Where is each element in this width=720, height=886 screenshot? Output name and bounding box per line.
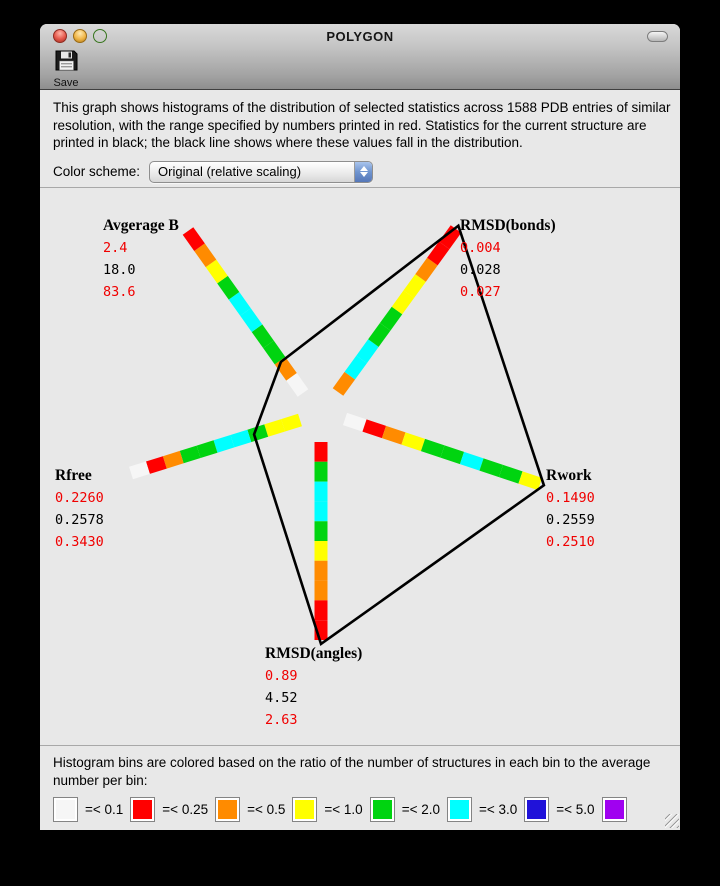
- rwork-bin-3: [404, 439, 424, 446]
- rmsd_bonds-current-value: 0.028: [460, 262, 501, 278]
- rwork-bin-4: [423, 445, 443, 452]
- legend-bin-green: [370, 797, 440, 822]
- legend-bin-threshold: =< 0.25: [162, 802, 209, 817]
- rwork-bin-0: [345, 419, 365, 426]
- rfree-bin-1: [266, 425, 283, 430]
- description-text: This graph shows histograms of the distribution of selected statistics across 1588 PDB entries of similar resolution, with the range specified by numbers printed in red. Statistics for the current structure are printed in black; the black line shows where these values fall in the distribution.: [53, 100, 671, 150]
- up-arrow-icon: [360, 166, 368, 171]
- rwork-title: Rwork: [546, 467, 592, 484]
- legend-swatch-purple: [602, 797, 627, 822]
- legend-bin-white: [53, 797, 123, 822]
- resize-grip[interactable]: [665, 814, 679, 828]
- rfree-bin-7: [165, 457, 182, 462]
- rwork-bin-9: [521, 478, 541, 485]
- legend-swatch-color: [450, 800, 469, 819]
- axis-block-rfree: [55, 466, 104, 553]
- histogram-bar-rmsd_bonds: [338, 229, 456, 392]
- avg_b-bin-4: [246, 312, 258, 328]
- legend-bin-threshold: =< 5.0: [556, 802, 595, 817]
- dropdown-stepper-icon: [354, 162, 372, 182]
- legend-swatch-color: [373, 800, 392, 819]
- legend-swatch-color: [527, 800, 546, 819]
- histogram-bar-rfree: [131, 420, 300, 473]
- rmsd_bonds-bin-8: [432, 245, 444, 261]
- rmsd_bonds-title: RMSD(bonds): [460, 217, 556, 234]
- rmsd_angles-current-value: 4.52: [265, 690, 298, 706]
- avg_b-title: Avgerage B: [103, 217, 179, 234]
- rmsd_bonds-bin-0: [338, 376, 350, 392]
- avg_b-bin-8: [200, 247, 212, 263]
- rmsd_angles-min-value: 0.89: [265, 668, 298, 684]
- window-header: [40, 24, 680, 90]
- legend-bin-threshold: =< 1.0: [324, 802, 363, 817]
- color-scheme-selected-value: Original (relative scaling): [158, 164, 302, 179]
- legend-bin-blue: [524, 797, 594, 822]
- legend-swatch-color: [295, 800, 314, 819]
- rfree-current-value: 0.2578: [55, 512, 104, 528]
- rfree-max-value: 0.3430: [55, 534, 104, 550]
- rmsd_bonds-max-value: 0.027: [460, 284, 501, 300]
- color-scheme-row: [53, 161, 667, 183]
- legend-swatch-blue: [524, 797, 549, 822]
- save-button-label: Save: [53, 77, 79, 89]
- rmsd_bonds-min-value: 0.004: [460, 240, 501, 256]
- rmsd_bonds-bin-1: [350, 359, 362, 375]
- avg_b-bin-3: [257, 328, 269, 344]
- legend-swatch-color: [56, 800, 75, 819]
- rwork-bin-5: [443, 452, 463, 459]
- avg_b-max-value: 83.6: [103, 284, 136, 300]
- legend-bin-red: [130, 797, 208, 822]
- rmsd_angles-title: RMSD(angles): [265, 645, 363, 662]
- avg_b-bin-6: [223, 280, 235, 296]
- legend-swatch-yellow: [292, 797, 317, 822]
- legend-bin-threshold: =< 3.0: [478, 802, 518, 817]
- rmsd_bonds-bin-4: [385, 311, 397, 327]
- legend-bins-row: [53, 797, 667, 822]
- legend-bin-yellow: [292, 797, 362, 822]
- avg_b-bin-5: [234, 296, 246, 312]
- legend-bin-orange: [215, 797, 285, 822]
- legend-bin-threshold: =< 0.5: [247, 802, 286, 817]
- rfree-bin-0: [283, 420, 300, 425]
- rmsd_angles-max-value: 2.63: [265, 712, 298, 728]
- rfree-min-value: 0.2260: [55, 490, 104, 506]
- legend-description: Histogram bins are colored based on the ratio of the number of structures in each bin to the average number per bin:: [53, 755, 651, 788]
- legend-bin-threshold: =< 2.0: [401, 802, 440, 817]
- rmsd_bonds-bin-5: [397, 294, 409, 310]
- avg_b-min-value: 2.4: [103, 240, 128, 256]
- color-scheme-dropdown[interactable]: [149, 161, 373, 183]
- rwork-bin-8: [501, 471, 521, 478]
- legend-swatch-color: [133, 800, 152, 819]
- rmsd_bonds-bin-2: [362, 343, 374, 359]
- legend-swatch-color: [605, 800, 624, 819]
- legend-bin-purple: [602, 797, 627, 822]
- legend-swatch-green: [370, 797, 395, 822]
- rfree-bin-9: [131, 468, 148, 473]
- rmsd_bonds-bin-6: [409, 278, 421, 294]
- rwork-current-value: 0.2559: [546, 512, 595, 528]
- avg_b-current-value: 18.0: [103, 262, 136, 278]
- legend-swatch-cyan: [447, 797, 472, 822]
- rmsd_bonds-bin-3: [373, 327, 385, 343]
- save-button[interactable]: [48, 50, 84, 89]
- rfree-bin-8: [148, 462, 165, 467]
- down-arrow-icon: [360, 172, 368, 177]
- axis-block-rmsd_angles: [265, 644, 362, 731]
- legend-swatch-orange: [215, 797, 240, 822]
- color-scheme-label: Color scheme:: [53, 164, 141, 179]
- avg_b-bin-7: [211, 263, 223, 279]
- avg_b-bin-2: [269, 344, 281, 360]
- rwork-bin-2: [384, 432, 404, 439]
- avg_b-bin-9: [188, 231, 200, 247]
- info-section: [40, 90, 680, 188]
- legend-swatch-color: [218, 800, 237, 819]
- legend-bin-cyan: [447, 797, 517, 822]
- rfree-bin-3: [232, 436, 249, 441]
- rwork-bin-7: [482, 465, 502, 472]
- rwork-max-value: 0.2510: [546, 534, 595, 550]
- rfree-bin-4: [216, 441, 233, 446]
- polygon-window: [40, 24, 680, 830]
- histogram-bar-rwork: [345, 419, 540, 484]
- avg_b-bin-0: [292, 377, 304, 393]
- legend-swatch-white: [53, 797, 78, 822]
- histogram-bar-avg_b: [188, 231, 303, 393]
- save-floppy-icon: [55, 50, 78, 76]
- rwork-min-value: 0.1490: [546, 490, 595, 506]
- legend-section: [40, 746, 680, 829]
- axis-block-rmsd_bonds: [460, 216, 556, 303]
- axis-block-avg_b: [103, 216, 179, 303]
- rwork-bin-1: [365, 426, 385, 433]
- rfree-title: Rfree: [55, 467, 92, 484]
- legend-swatch-red: [130, 797, 155, 822]
- rwork-bin-6: [462, 458, 482, 465]
- rfree-bin-5: [199, 447, 216, 452]
- rfree-bin-2: [249, 431, 266, 436]
- legend-bin-threshold: =< 0.1: [85, 802, 124, 817]
- axis-block-rwork: [546, 466, 595, 553]
- rfree-bin-6: [182, 452, 199, 457]
- toolbar-toggle-button[interactable]: [647, 31, 668, 42]
- radar-histogram-plot: [40, 188, 680, 746]
- rmsd_bonds-bin-7: [421, 262, 433, 278]
- window-title: POLYGON: [326, 29, 394, 44]
